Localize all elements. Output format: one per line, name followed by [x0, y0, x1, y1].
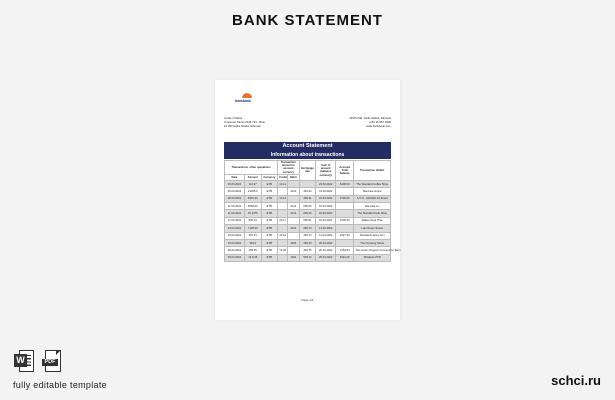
table-cell: 466.33	[299, 239, 316, 246]
table-cell	[288, 195, 300, 202]
table-cell: 3700.00	[336, 217, 354, 224]
table-row	[225, 225, 391, 232]
table-cell: 3700.00	[336, 195, 354, 202]
table-cell: 4141	[288, 210, 300, 217]
table-cell: The Crossing Street	[354, 239, 391, 246]
table-cell: ETB	[261, 232, 278, 239]
logo-sun-icon	[242, 93, 252, 98]
table-cell: 466.74	[299, 232, 316, 239]
table-cell: 6370.20	[244, 195, 261, 202]
table-cell: 4121	[288, 225, 300, 232]
table-cell: 387.14	[244, 232, 261, 239]
table-cell	[336, 239, 354, 246]
table-cell	[278, 239, 288, 246]
table-cell	[278, 188, 288, 195]
table-cell	[278, 254, 288, 261]
table-row	[225, 247, 391, 254]
table-cell: 5363.00	[244, 202, 261, 209]
table-cell: ETB	[261, 202, 278, 209]
table-cell: The Standard Coffee Shop	[354, 180, 391, 187]
table-cell	[288, 247, 300, 254]
statement-title: Account Statement	[224, 142, 391, 151]
table-cell: 16.04.2022	[225, 232, 245, 239]
table-cell: 16.04.2022	[225, 239, 245, 246]
table-cell: 17.03.2022	[225, 217, 245, 224]
table-cell: Standard Hanny Ann	[354, 232, 391, 239]
table-cell: Addas Creat Tiran	[354, 217, 391, 224]
header-exchange-rate: Exchange rate	[299, 161, 316, 181]
table-cell: 464.75	[299, 247, 316, 254]
table-cell	[288, 232, 300, 239]
table-cell: 469.31	[299, 195, 316, 202]
table-cell: 21455.0	[244, 188, 261, 195]
table-cell: Just Green Organic Concepts le Town	[354, 247, 391, 254]
format-icons	[14, 350, 66, 372]
table-cell	[299, 180, 316, 187]
table-cell: 20.04.2022	[316, 247, 336, 254]
table-cell: 16.32	[278, 247, 288, 254]
table-row	[225, 232, 391, 239]
statement-subtitle: Information about transactions	[224, 151, 391, 159]
table-cell	[336, 188, 354, 195]
table-row	[225, 239, 391, 246]
table-cell: 503.12	[299, 254, 316, 261]
table-cell: 111.37	[244, 180, 261, 187]
header-amount: Transaction amount in account currency	[278, 161, 300, 175]
header-sum: Sum of amount (balance currency)	[316, 161, 336, 181]
table-cell: ETB	[261, 225, 278, 232]
table-cell: 466.74	[299, 225, 316, 232]
table-cell: The Standard Cafe Shop	[354, 210, 391, 217]
template-caption: fully editable template	[13, 380, 107, 390]
table-cell: 12.9.36	[244, 254, 261, 261]
header-total-balance: Account Total balance	[336, 161, 354, 181]
table-cell: 11.04.2022	[316, 232, 336, 239]
table-cell: 4181	[288, 239, 300, 246]
table-cell: ETB	[261, 239, 278, 246]
header-currency: Currency	[261, 174, 278, 180]
table-cell: 01.04.2022	[316, 195, 336, 202]
table-cell: Windows PTR	[354, 254, 391, 261]
table-row	[225, 217, 391, 224]
table-cell: 463.44	[299, 188, 316, 195]
bank-statement-document	[215, 80, 400, 320]
table-cell: 7125.00	[244, 225, 261, 232]
table-cell: ETB	[261, 254, 278, 261]
table-cell	[278, 202, 288, 209]
table-cell: ETB	[261, 180, 278, 187]
table-cell: ETB	[261, 210, 278, 217]
table-cell: 6408.00	[336, 180, 354, 187]
table-cell	[288, 217, 300, 224]
table-cell: 23.03.2022	[316, 180, 336, 187]
table-cell: 4141	[288, 202, 300, 209]
table-row	[225, 254, 391, 261]
table-row	[225, 180, 391, 187]
table-cell: ETB	[261, 195, 278, 202]
table-cell: 01.03.2022	[316, 202, 336, 209]
table-cell: 11.03.2022	[225, 202, 245, 209]
table-cell: 25.04.2022	[225, 254, 245, 261]
table-cell: ETB	[261, 217, 278, 224]
table-cell	[336, 210, 354, 217]
table-cell: 23.17	[278, 217, 288, 224]
table-cell: 11.03.2022	[225, 210, 245, 217]
table-cell: Marouka Lin	[354, 202, 391, 209]
table-cell: Marouka Grace	[354, 188, 391, 195]
table-cell: 666.36	[299, 210, 316, 217]
table-cell: 08.03.2022	[225, 195, 245, 202]
page-title: BANK STATEMENT	[232, 12, 383, 29]
table-cell	[288, 180, 300, 187]
table-cell: 33 1375	[244, 210, 261, 217]
header-details: Transaction details	[354, 161, 391, 181]
table-cell: 01.03.2022	[316, 217, 336, 224]
header-credit: Credit	[279, 175, 287, 179]
table-cell: 830.44	[244, 217, 261, 224]
table-cell: 06.03.2022	[225, 188, 245, 195]
table-row	[225, 195, 391, 202]
table-cell: ETB	[261, 247, 278, 254]
table-cell: 4153.00	[336, 247, 354, 254]
table-cell: Lulu Green Stress	[354, 225, 391, 232]
table-cell: 01.03.2022	[316, 210, 336, 217]
customer-address: Jonas of Marie Customer Street 3318 721 - Bole 16 003 Addis Ababa, Ethiopia	[224, 116, 265, 128]
table-cell: 16.14	[278, 232, 288, 239]
table-cell: 31.03.2022	[316, 188, 336, 195]
table-cell: 666.91	[299, 217, 316, 224]
table-cell: 8113.20	[336, 254, 354, 261]
table-cell: 4121	[288, 188, 300, 195]
table-cell: 1191	[288, 254, 300, 261]
table-cell: 25.04.2022	[225, 247, 245, 254]
table-cell	[278, 210, 288, 217]
table-cell	[278, 225, 288, 232]
table-cell	[336, 225, 354, 232]
table-cell: 3427.40	[336, 232, 354, 239]
table-cell: 666.36	[299, 202, 316, 209]
table-cell: 20.04.2022	[316, 254, 336, 261]
table-cell: 10.14	[278, 195, 288, 202]
word-icon: W	[14, 350, 34, 372]
table-cell: 06.03.2022	[225, 180, 245, 187]
table-cell: 13.04.2022	[225, 225, 245, 232]
header-date: Date	[225, 174, 245, 180]
table-cell: 353.3	[244, 239, 261, 246]
header-amount-col: Amount	[244, 174, 261, 180]
header-transactions: Transactions, other operations	[225, 161, 278, 175]
table-row	[225, 202, 391, 209]
table-row	[225, 188, 391, 195]
table-cell: 10.14	[278, 180, 288, 187]
table-cell: ETB	[261, 188, 278, 195]
header-debit: Debit	[288, 174, 300, 180]
table-cell: 256.35	[244, 247, 261, 254]
page-number: Page 1/1	[301, 298, 314, 302]
table-row	[225, 210, 391, 217]
pdf-icon: PDF	[42, 350, 62, 372]
logo-text: bankbank	[235, 99, 251, 103]
bank-address: 3PVth 090. Addis Ababa, Ethiopia +251 11 557 0000 www.bankbank.com	[349, 116, 391, 128]
table-cell: 14.04.2022	[316, 225, 336, 232]
transactions-body	[225, 180, 401, 261]
transactions-table	[224, 160, 401, 262]
bank-logo	[235, 93, 261, 107]
site-brand: schci.ru	[551, 373, 601, 388]
table-cell	[336, 202, 354, 209]
table-cell: 20.04.2022	[316, 239, 336, 246]
table-cell: S.O.S - GRAND 42 Street	[354, 195, 391, 202]
